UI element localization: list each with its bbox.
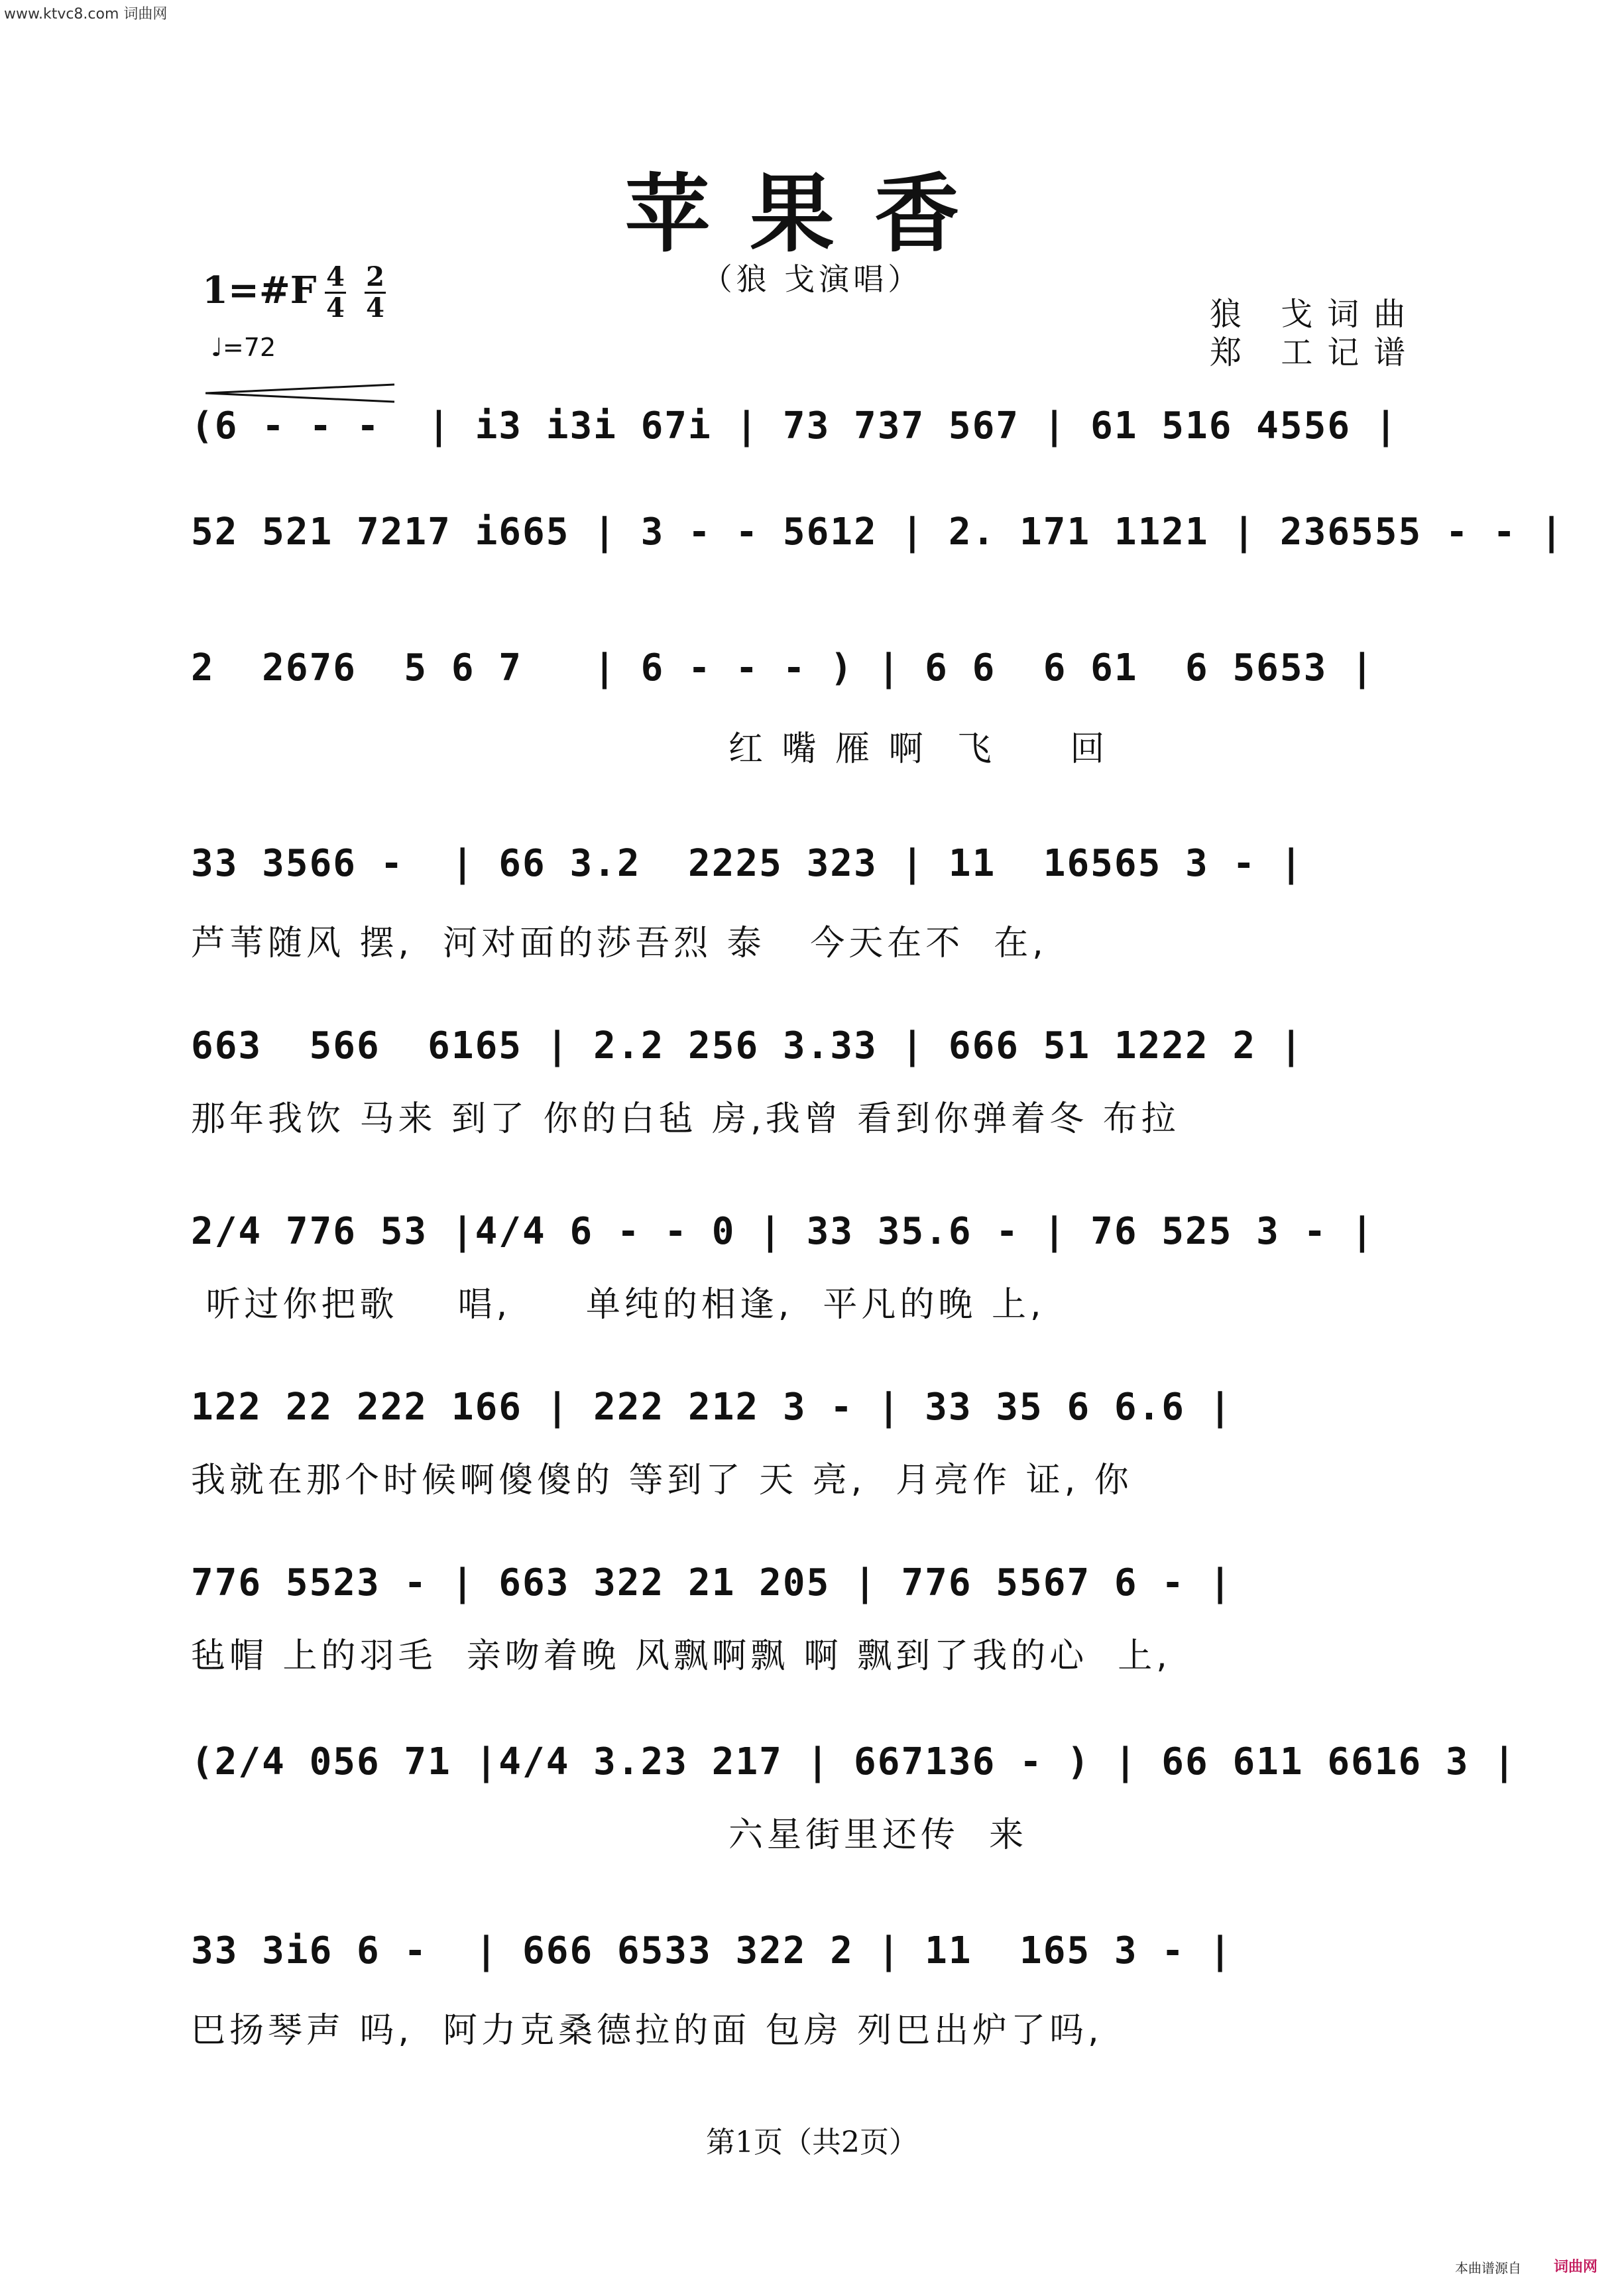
score-row-3	[191, 640, 1458, 772]
score-row-8	[191, 1555, 1458, 1687]
right-margin-strip	[1605, 0, 1624, 2284]
notation-line: 776 5523 - | 663 322 21 205 | 776 5567 6 - |	[191, 1561, 1233, 1604]
tempo-marking: ♩=72	[211, 333, 276, 362]
score-row-7	[191, 1379, 1458, 1512]
notation-line: 122 22 222 166 | 222 212 3 - | 33 35 6 6.6 |	[191, 1386, 1233, 1429]
lyrics-line: 那年我饮 马来 到了 你的白毡 房,我曾 看到你弹着冬 布拉	[191, 1099, 1180, 1139]
key-signature: 1=#F	[202, 269, 317, 312]
score-row-1	[191, 398, 1458, 471]
notation-line: (6 - - - | i3 i3i 67i | 73 737 567 | 61 516 4556 |	[191, 404, 1399, 448]
lyrics-line: 听过你把歌 唱, 单纯的相逢, 平凡的晚 上,	[191, 1285, 1045, 1325]
score-row-6	[191, 1203, 1458, 1336]
notation-line: 52 521 7217 i665 | 3 - - 5612 | 2. 171 1121 | 236555 - - |	[191, 511, 1564, 554]
lyrics-line: 芦苇随风 摆, 河对面的莎吾烈 泰 今天在不 在,	[191, 924, 1047, 963]
song-subtitle: （狼 戈演唱）	[701, 261, 923, 297]
time-signature-1: 4 4	[325, 264, 346, 322]
page-number-footer: 第1页（共2页）	[706, 2126, 918, 2159]
credit-transcriber: 郑 工记谱	[1210, 334, 1421, 371]
notation-line: 33 3i6 6 - | 666 6533 322 2 | 11 165 3 - |	[191, 1929, 1233, 1972]
site-logo: 词曲网	[1553, 2259, 1597, 2275]
lyrics-line: 六星街里还传 来	[191, 1815, 1028, 1855]
score-row-4	[191, 835, 1458, 968]
lyrics-line: 巴扬琴声 吗, 阿力克桑德拉的面 包房 列巴出炉了吗,	[191, 2011, 1103, 2051]
source-note: 本曲谱源自	[1455, 2260, 1521, 2276]
score-row-5	[191, 1018, 1458, 1150]
notation-line: (2/4 056 71 |4/4 3.23 217 | 667136 - ) | 66 611 6616 3 |	[191, 1740, 1517, 1783]
lyrics-line: 红 嘴 雁 啊 飞 回	[191, 729, 1109, 769]
lyrics-line: 毡帽 上的羽毛 亲吻着晚 风飘啊飘 啊 飘到了我的心 上,	[191, 1636, 1171, 1676]
credit-composer: 狼 戈词曲	[1210, 296, 1421, 333]
score-row-9	[191, 1734, 1517, 1866]
notation-line: 33 3566 - | 66 3.2 2225 323 | 11 16565 3 - |	[191, 842, 1304, 885]
lyrics-line: 我就在那个时候啊傻傻的 等到了 天 亮, 月亮作 证, 你	[191, 1461, 1133, 1500]
time-signature-2: 2 4	[365, 264, 386, 322]
score-row-10	[191, 1923, 1458, 2055]
notation-line: 2/4 776 53 |4/4 6 - - 0 | 33 35.6 - | 76 525 3 - |	[191, 1210, 1375, 1253]
notation-line: 663 566 6165 | 2.2 256 3.33 | 666 51 1222 2 |	[191, 1024, 1304, 1067]
score-row-2	[191, 504, 1564, 577]
notation-line: 2 2676 5 6 7 | 6 - - - ) | 6 6 6 61 6 5653 |	[191, 646, 1375, 690]
song-title: 苹果香	[624, 164, 999, 264]
left-margin-strip	[0, 0, 19, 2284]
site-watermark: www.ktvc8.com 词曲网	[4, 6, 168, 23]
